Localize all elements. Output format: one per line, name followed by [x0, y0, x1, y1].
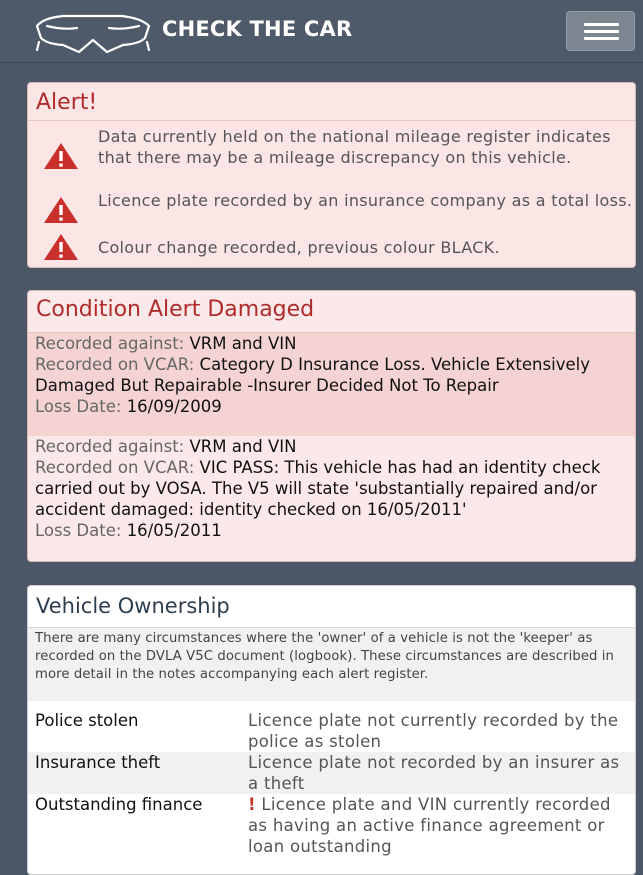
alert-panel — [27, 82, 636, 268]
ownership-row-value — [248, 710, 633, 752]
recorded-on-value: VIC PASS: This vehicle has had an identity check carried out by VOSA. The V5 will state 'substantially repaired and/or accident damaged: identity checked on 16/05/2011' — [35, 458, 601, 519]
ownership-row-insurance-theft — [28, 752, 635, 794]
ownership-row-value-text: Licence plate not currently recorded by the police as stolen — [248, 711, 619, 751]
recorded-against-line — [35, 436, 631, 457]
ownership-note: There are many circumstances where the 'owner' of a vehicle is not the 'keeper' as recorded on the DVLA V5C document (logbook). These circumstances are described in more detail in the notes accompanying each alert register. — [28, 628, 635, 701]
recorded-on-line — [35, 457, 631, 520]
ownership-row-label: Insurance theft — [35, 753, 161, 772]
loss-date-line — [35, 520, 631, 541]
alert-item — [28, 233, 635, 267]
recorded-against-label: Recorded against: — [35, 334, 185, 353]
menu-toggle-button[interactable] — [566, 11, 635, 51]
ownership-row-value — [248, 794, 633, 857]
ownership-row-value-text: Licence plate not recorded by an insurer as a theft — [248, 753, 620, 793]
recorded-against-line — [35, 333, 631, 354]
condition-entry — [28, 333, 635, 436]
condition-panel-title: Condition Alert Damaged — [36, 297, 315, 322]
loss-date-value: 16/09/2009 — [126, 397, 222, 416]
alert-item — [28, 190, 635, 233]
condition-panel-header — [28, 291, 635, 333]
hamburger-icon — [584, 23, 619, 26]
ownership-panel-title: Vehicle Ownership — [36, 594, 230, 618]
alert-item — [28, 126, 635, 190]
car-logo-icon[interactable] — [33, 12, 153, 54]
brand-title[interactable]: CHECK THE CAR — [162, 17, 353, 41]
ownership-row-value-text: Licence plate and VIN currently recorded as having an active finance agreement or loan outstanding — [248, 795, 611, 856]
recorded-against-value: VRM and VIN — [189, 334, 297, 353]
alert-flag-icon: ! — [248, 795, 256, 814]
alert-panel-header — [28, 83, 635, 121]
loss-date-label: Loss Date: — [35, 521, 122, 540]
condition-alert-panel — [27, 290, 636, 562]
hamburger-icon-bar — [584, 37, 619, 40]
recorded-on-label: Recorded on VCAR: — [35, 458, 195, 477]
ownership-row-label: Outstanding finance — [35, 795, 203, 814]
recorded-on-label: Recorded on VCAR: — [35, 355, 195, 374]
ownership-row-label: Police stolen — [35, 711, 139, 730]
hamburger-icon-bar — [584, 30, 619, 33]
loss-date-line — [35, 396, 631, 417]
vehicle-ownership-panel — [27, 585, 636, 875]
alert-item-text: Data currently held on the national mileage register indicates that there may be a mileage discrepancy on this vehicle. — [98, 127, 611, 167]
recorded-against-label: Recorded against: — [35, 437, 185, 456]
ownership-row-police-stolen — [28, 710, 635, 752]
loss-date-value: 16/05/2011 — [126, 521, 222, 540]
alert-item-text: Licence plate recorded by an insurance company as a total loss. — [98, 191, 633, 210]
warning-triangle-icon — [43, 233, 79, 261]
warning-triangle-icon — [43, 142, 79, 170]
recorded-on-value: Category D Insurance Loss. Vehicle Extensively Damaged But Repairable -Insurer Decided Not To Repair — [35, 355, 590, 395]
top-navbar — [0, 0, 643, 63]
warning-triangle-icon — [43, 196, 79, 224]
ownership-row-value — [248, 752, 633, 794]
recorded-on-line — [35, 354, 631, 396]
recorded-against-value: VRM and VIN — [189, 437, 297, 456]
alert-panel-title: Alert! — [36, 90, 98, 115]
ownership-row-outstanding-finance — [28, 794, 635, 875]
alert-item-text: Colour change recorded, previous colour BLACK. — [98, 238, 500, 257]
loss-date-label: Loss Date: — [35, 397, 122, 416]
condition-entry — [28, 436, 635, 562]
